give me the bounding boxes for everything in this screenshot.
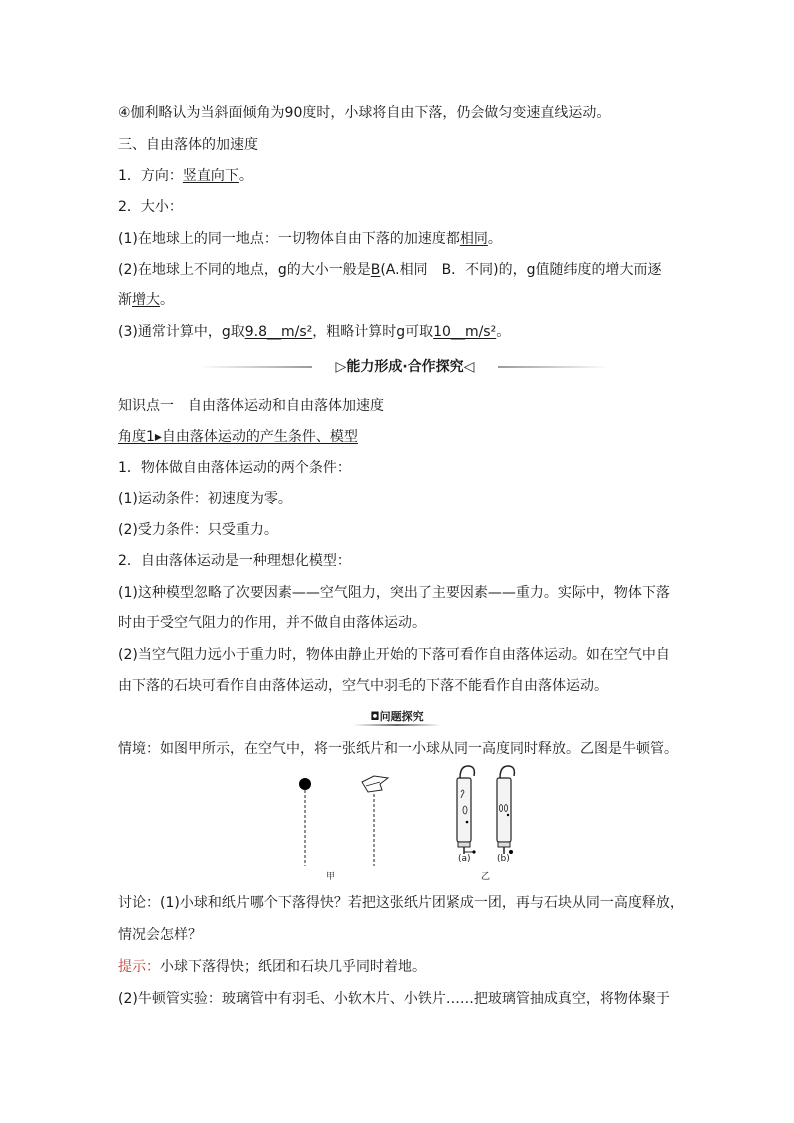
label-yi: 乙: [481, 872, 491, 882]
answer-blank: 9.8__m/s²: [244, 324, 313, 340]
text-line: [118, 166, 253, 186]
text-segment: 。: [487, 231, 502, 247]
banner-rule-right: [498, 366, 610, 368]
box-icon: ◘: [370, 710, 380, 723]
newton-tube-b: [497, 766, 514, 854]
text-segment: 。: [496, 324, 511, 340]
discussion-text: (2)牛顿管实验：玻璃管中有羽毛、小软木片、小铁片……把玻璃管抽成真空，将物体聚于: [118, 991, 670, 1007]
text-segment: 渐: [118, 292, 132, 308]
text-line: 1．物体做自由落体运动的两个条件：: [118, 460, 351, 476]
text-segment: (2)在地球上不同的地点，g的大小一般是: [118, 262, 371, 278]
hint-text: 小球下落得快；纸团和石块几乎同时着地。: [160, 959, 426, 975]
label-a: (a): [458, 854, 471, 864]
answer-blank: 相同: [459, 231, 488, 247]
label-b: (b): [497, 854, 510, 864]
text-segment: ，粗略计算时g可取: [312, 324, 434, 340]
scenario-text: 情境：如图甲所示，在空气中，将一张纸片和一小球从同一高度同时释放。乙图是牛顿管。: [118, 741, 678, 757]
section-banner: [200, 356, 610, 378]
banner-rule-left: [200, 366, 312, 368]
text-line: [118, 290, 174, 310]
text-segment: (A.相同 B．不同)的，g值随纬度的增大而逐: [380, 262, 662, 278]
problem-explore-tag: [353, 710, 441, 726]
answer-blank: 增大: [132, 292, 160, 308]
text-line: 时由于受空气阻力的作用，并不做自由落体运动。: [118, 615, 426, 631]
text-line: (2)当空气阻力远小于重力时，物体由静止开始的下落可看作自由落体运动。如在空气中自: [118, 647, 670, 663]
section-heading: 三、自由落体的加速度: [118, 137, 258, 153]
text-segment: (3)通常计算中，g取: [118, 324, 245, 340]
hint-label: 提示：: [118, 959, 160, 975]
answer-blank: 10__m/s²: [433, 324, 497, 340]
text-segment: 。: [238, 168, 253, 184]
text-line: ④伽利略认为当斜面倾角为90度时，小球将自由下落，仍会做匀变速直线运动。: [118, 105, 611, 121]
text-line: 2．大小：: [118, 199, 183, 215]
text-line: (1)这种模型忽略了次要因素——空气阻力，突出了主要因素——重力。实际中，物体下落: [118, 585, 670, 601]
angle-heading: 角度1▸自由落体运动的产生条件、模型: [118, 429, 358, 445]
text-segment: 1．方向：: [118, 168, 183, 184]
banner-title: [324, 356, 486, 378]
ball-drop: [299, 778, 311, 866]
tag-title: [353, 710, 441, 724]
figure-drawing: [270, 762, 530, 884]
triangle-left-icon: ◁: [463, 359, 475, 375]
figure-free-fall: [270, 762, 530, 884]
text-segment: 。: [160, 292, 174, 308]
paper-drop: [362, 776, 388, 866]
text-line: (2)受力条件：只受重力。: [118, 522, 278, 538]
text-line: [118, 260, 662, 280]
text-segment: (1)在地球上的同一地点：一切物体自由下落的加速度都: [118, 231, 460, 247]
text-line: (1)运动条件：初速度为零。: [118, 491, 292, 507]
tag-rule: [353, 724, 441, 726]
text-line: 2．自由落体运动是一种理想化模型：: [118, 553, 351, 569]
hint-line: [118, 957, 426, 977]
discussion-text: 讨论：(1)小球和纸片哪个下落得快？若把这张纸片团紧成一团，再与石块从同一高度释放，: [118, 895, 684, 911]
newton-tube-a: [457, 766, 476, 854]
answer-blank: 竖直向下: [182, 168, 239, 184]
triangle-right-icon: ▷: [335, 359, 347, 375]
answer-blank: B: [370, 262, 381, 278]
text-line: [118, 229, 502, 249]
knowledge-heading: 知识点一 自由落体运动和自由落体加速度: [118, 398, 384, 414]
discussion-text: 情况会怎样？: [118, 927, 202, 943]
label-jia: 甲: [326, 872, 336, 882]
banner-text: 能力形成·合作探究: [346, 359, 464, 375]
text-line: [118, 322, 510, 342]
tag-text: 问题探究: [379, 710, 424, 723]
text-line: 由下落的石块可看作自由落体运动，空气中羽毛的下落不能看作自由落体运动。: [118, 678, 608, 694]
